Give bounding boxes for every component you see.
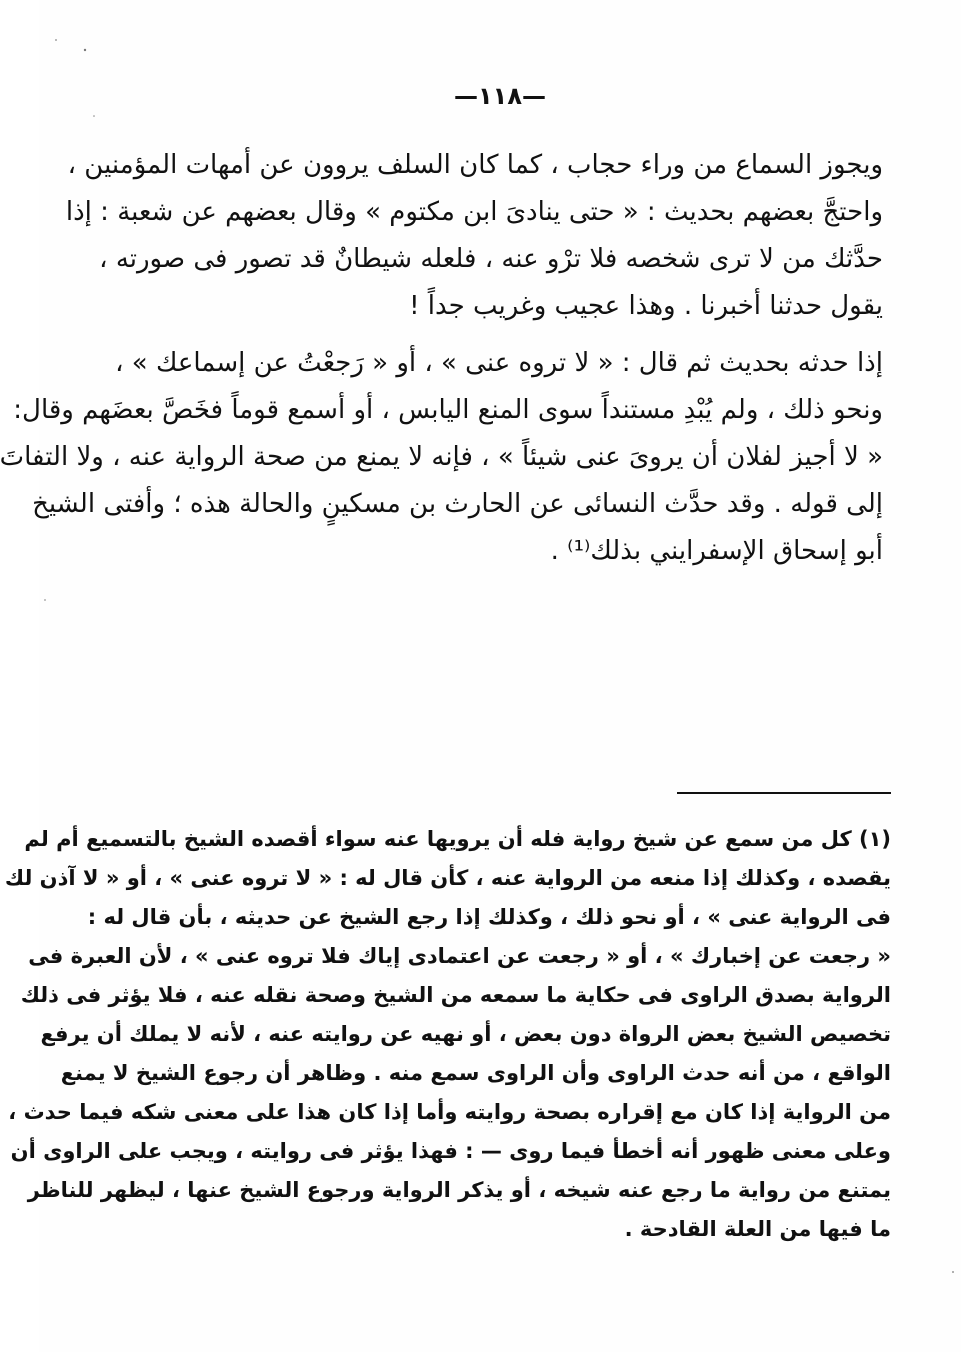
body-line: ونحو ذلك ، ولم يُبْدِ مستنداً سوى المنع اليابس ، أو أسمع قوماً فخَصَّ بعضَهم وقال: xyxy=(13,395,883,425)
page-number: —١١٨— xyxy=(454,82,546,110)
footnote-line: يقصده ، وكذلك إذا منعه من الرواية عنه ، كأن قال له : « لا تروه عنى » ، أو « لا آذن لك xyxy=(4,866,891,890)
body-line: أبو إسحاق الإسفرايني بذلك⁽¹⁾ . xyxy=(550,536,883,566)
speck xyxy=(55,39,57,41)
footnote-line: تخصيص الشيخ بعض الرواة دون بعض ، أو نهيه عن روايته عنه ، لأنه لا يملك أن يرفع xyxy=(40,1022,891,1046)
speck xyxy=(952,1271,954,1273)
speck xyxy=(44,599,46,601)
body-line: واحتجَّ بعضهم بحديث : « حتى ينادىَ ابن مكتوم » وقال بعضهم عن شعبة : إذا xyxy=(65,197,883,227)
footnote xyxy=(4,820,891,1249)
footnote-line: « رجعت عن إخبارك » ، أو « رجعت عن اعتمادى إياك فلا تروه عنى » ، لأن العبرة فى xyxy=(28,944,891,968)
body-line: يقول حدثنا أخبرنا . وهذا عجيب وغريب جداً ! xyxy=(409,291,883,321)
body-line: « لا أجيز لفلان أن يروىَ عنى شيئاً » ، فإنه لا يمنع من صحة الرواية عنه ، ولا التفاتَ xyxy=(0,442,883,472)
body-line: إذا حدثه بحديث ثم قال : « لا تروه عنى » ، أو « رَجعْتُ عن إسماعك » ، xyxy=(115,348,883,378)
footnote-line: وعلى معنى ظهور أنه أخطأ فيما روى — : فهذا يؤثر فى روايته ، ويجب على الراوى أن xyxy=(10,1139,891,1163)
paragraph-prohibition-of-narration xyxy=(0,340,883,575)
footnote-line: الواقع ، من أنه حدث الراوى وأن الراوى سمع منه . وظاهر أن رجوع الشيخ لا يمنع xyxy=(60,1061,891,1085)
speck xyxy=(84,49,86,51)
footnote-line: الرواية بصدق الراوى فى حكاية ما سمعه من الشيخ وصحة نقله عنه ، فلا يؤثر فى ذلك xyxy=(20,983,891,1007)
body-line: ويجوز السماع من وراء حجاب ، كما كان السلف يروون عن أمهات المؤمنين ، xyxy=(67,150,883,180)
footnote-line: ما فيها من العلة القادحة . xyxy=(624,1217,891,1241)
paragraph-audition-behind-veil xyxy=(65,142,883,330)
footnote-line: (١) كل من سمع عن شيخ رواية فله أن يرويها عنه سواء أقصده الشيخ بالتسميع أم لم xyxy=(24,827,891,851)
body-line: إلى قوله . وقد حدَّث النسائى عن الحارث بن مسكينٍ والحالة هذه ؛ وأفتى الشيخ xyxy=(32,489,883,519)
body-line: حدَّثك من لا ترى شخصه فلا ترْو عنه ، فلعله شيطانٌ قد تصور فى صورته ، xyxy=(99,244,883,274)
footnote-line: فى الرواية عنى » ، أو نحو ذلك ، وكذلك إذا رجع الشيخ عن حديثه ، بأن قال له : xyxy=(87,905,891,929)
footnote-line: يمتنع من رواية ما رجع عنه شيخه ، أو يذكر الرواية ورجوع الشيخ عنها ، ليظهر للناظر xyxy=(27,1178,891,1202)
footnote-line: من الرواية إذا كان مع إقراره بصحة روايته وأما إذا كان هذا على معنى شكه فيما حدث ، xyxy=(8,1100,891,1124)
speck xyxy=(93,115,95,117)
footnote-divider xyxy=(677,792,891,794)
